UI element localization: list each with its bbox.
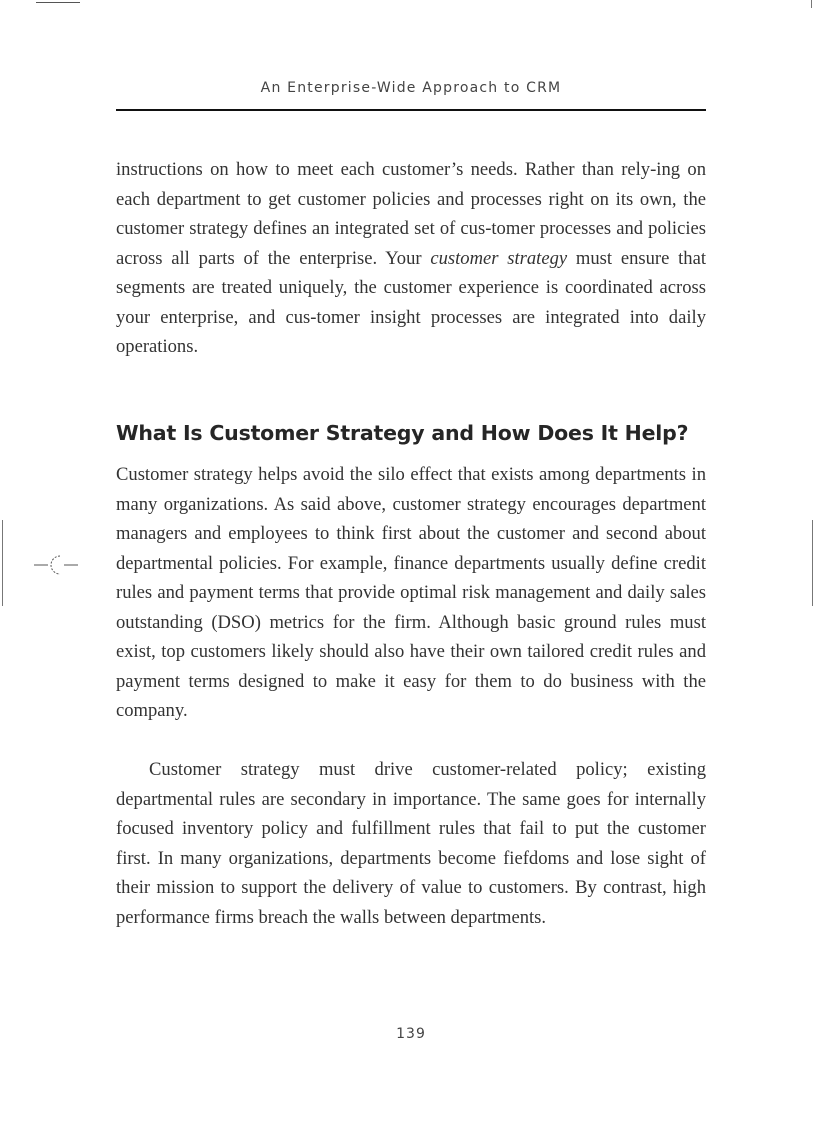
- body-paragraph: [116, 460, 706, 726]
- registration-mark-icon: [34, 552, 78, 578]
- body-paragraph: [116, 755, 706, 932]
- intro-emphasis: customer strategy: [430, 247, 568, 269]
- intro-text-start: instructions on how to meet each customer’s needs. Rather than rely-ing on each department to get customer policies and processes right on its own, the customer strategy defines an integrated set of cus-tomer processes and policies across all parts of the enterprise. Your: [116, 159, 706, 269]
- trim-mark-right: [812, 520, 813, 606]
- paragraph-text: Customer strategy helps avoid the silo effect that exists among departments in many organizations. As said above, customer strategy encourages department managers and employees to think first about the customer and second about departmental policies. For example, finance departments usually define credit rules and payment terms that provide optimal risk management and daily sales outstanding (DSO) metrics for the firm. Although basic ground rules must exist, top customers likely should also have their own tailored credit rules and payment terms designed to make it easy for them to do business with the company.: [116, 464, 706, 721]
- header-rule: [116, 109, 706, 111]
- running-head: An Enterprise-Wide Approach to CRM: [260, 80, 562, 96]
- crop-mark-top-right: [811, 0, 812, 8]
- intro-text-end: must ensure that segments are treated uniquely, the customer experience is coordinated across your enterprise, and cus-tomer insight processes are integrated into daily operations.: [116, 247, 706, 357]
- section-heading: What Is Customer Strategy and How Does It Help?: [116, 421, 689, 445]
- trim-mark-left: [2, 520, 3, 606]
- paragraph-text: Customer strategy must drive customer-related policy; existing departmental rules are secondary in importance. The same goes for internally focused inventory policy and fulfillment rules that fail to put the customer first. In many organizations, departments become fiefdoms and lose sight of their mission to support the delivery of value to customers. By contrast, high performance firms breach the walls between departments.: [116, 759, 706, 928]
- intro-paragraph: [116, 155, 706, 362]
- page-number: 139: [396, 1026, 426, 1042]
- crop-mark-top-left: [36, 2, 80, 3]
